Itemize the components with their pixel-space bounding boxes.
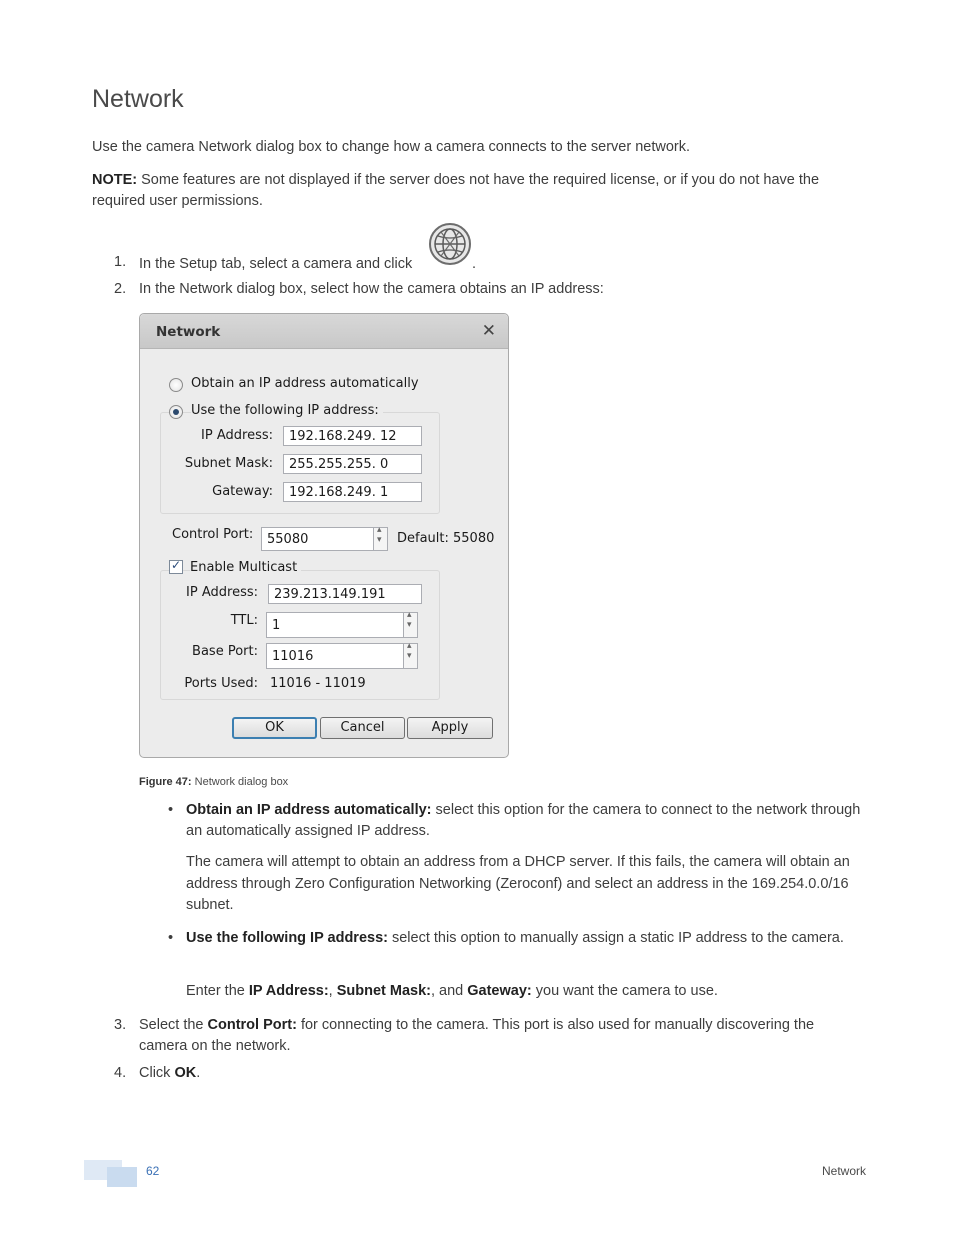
step-text <box>139 254 859 275</box>
step-1 <box>114 252 854 274</box>
control-port-spinner[interactable] <box>373 527 388 551</box>
step-1-text: In the Setup tab, select a camera and click <box>139 256 413 272</box>
step-text: In the Network dialog box, select how the camera obtains an IP address: <box>139 281 604 297</box>
step-number: 1. <box>114 254 127 270</box>
detail-sep: , <box>328 983 337 999</box>
control-port-field[interactable]: 55080 <box>261 527 374 551</box>
base-port-spinner[interactable] <box>403 643 418 669</box>
bullet-2-detail <box>186 981 866 1003</box>
figure-caption <box>139 776 288 788</box>
bullet-text <box>186 800 866 842</box>
bullet-text <box>186 928 866 949</box>
page-number: 62 <box>146 1164 160 1178</box>
ip-address-label: IP Address: <box>201 428 273 443</box>
ttl-spinner[interactable] <box>403 612 418 638</box>
dialog-title: Network <box>156 324 221 340</box>
step-number: 4. <box>114 1065 127 1081</box>
radio-auto-label[interactable]: Obtain an IP address automatically <box>191 376 419 391</box>
dialog-titlebar <box>140 314 508 349</box>
note-paragraph <box>92 170 862 212</box>
subnet-mask-label: Subnet Mask: <box>184 456 273 471</box>
multicast-ip-label: IP Address: <box>186 585 258 600</box>
network-dialog <box>139 313 509 758</box>
cancel-button[interactable]: Cancel <box>320 717 405 739</box>
footer-decoration <box>107 1167 137 1187</box>
caption-label: Figure 47: <box>139 776 192 788</box>
close-icon[interactable]: ✕ <box>481 321 496 341</box>
step-4-pre: Click <box>139 1065 175 1081</box>
detail-sep: , and <box>430 983 468 999</box>
bullet-1-bold: Obtain an IP address automatically: <box>186 802 432 818</box>
intro-paragraph: Use the camera Network dialog box to change how a camera connects to the server network. <box>92 139 691 155</box>
ok-button[interactable]: OK <box>232 717 317 739</box>
note-text: Some features are not displayed if the server does not have the required license, or if you do not have the required user permissions. <box>92 172 820 209</box>
detail-pre: Enter the <box>186 983 249 999</box>
ttl-label: TTL: <box>230 613 258 628</box>
enable-multicast-checkbox[interactable] <box>169 560 183 574</box>
step-3 <box>114 1015 854 1059</box>
enable-multicast-label[interactable]: Enable Multicast <box>190 560 301 575</box>
multicast-ip-field[interactable]: 239.213.149.191 <box>268 584 422 604</box>
ip-address-field[interactable]: 192.168.249. 12 <box>283 426 422 446</box>
gateway-label: Gateway: <box>212 484 273 499</box>
page-title: Network <box>92 85 184 113</box>
step-text <box>139 1063 859 1084</box>
note-label: NOTE: <box>92 172 138 188</box>
detail-ip-address: IP Address: <box>248 983 329 999</box>
bullet-1-text: select this option for the camera to connect to the network through an automatically assigned IP address. <box>186 802 861 839</box>
network-globe-icon <box>428 222 472 266</box>
radio-use-following[interactable] <box>169 405 183 419</box>
control-port-default: Default: 55080 <box>397 531 495 546</box>
step-4-post: . <box>196 1065 201 1081</box>
step-1-suffix: . <box>472 256 477 272</box>
base-port-label: Base Port: <box>192 644 258 659</box>
step-number: 2. <box>114 281 127 297</box>
radio-obtain-automatically[interactable] <box>169 378 183 392</box>
bullet-2-text: select this option to manually assign a static IP address to the camera. <box>387 930 844 946</box>
step-4 <box>114 1063 854 1085</box>
ttl-field[interactable]: 1 <box>266 612 404 638</box>
bullet-dot: • <box>168 802 174 818</box>
apply-button[interactable]: Apply <box>407 717 493 739</box>
radio-static-label[interactable]: Use the following IP address: <box>191 403 383 418</box>
bullet-2-bold: Use the following IP address: <box>186 930 388 946</box>
step-3-bold: Control Port: <box>207 1017 297 1033</box>
subnet-mask-field[interactable]: 255.255.255. 0 <box>283 454 422 474</box>
step-3-post: for connecting to the camera. This port is also used for manually discovering the camera on the network. <box>139 1017 815 1054</box>
step-4-bold: OK <box>174 1065 197 1081</box>
base-port-field[interactable]: 11016 <box>266 643 404 669</box>
bullet-1-detail: The camera will attempt to obtain an address from a DHCP server. If this fails, the camera will obtain an address through Zero Configuration Networking (Zeroconf) and select an address in the 169.254.0.0/16 subnet. <box>186 854 850 913</box>
ports-used-value: 11016 - 11019 <box>270 676 366 691</box>
detail-gateway: Gateway: <box>467 983 532 999</box>
control-port-label: Control Port: <box>172 527 254 542</box>
step-text <box>139 1015 859 1057</box>
step-3-pre: Select the <box>139 1017 208 1033</box>
step-2 <box>114 279 854 301</box>
detail-subnet-mask: Subnet Mask: <box>336 983 431 999</box>
step-number: 3. <box>114 1017 127 1033</box>
bullet-dot: • <box>168 930 174 946</box>
ports-used-label: Ports Used: <box>184 676 258 691</box>
bullet-obtain-automatically <box>168 800 861 842</box>
caption-text: Network dialog box <box>191 776 289 788</box>
footer-section: Network <box>821 1164 866 1178</box>
detail-post: you want the camera to use. <box>531 983 718 999</box>
bullet-use-following <box>168 928 858 970</box>
gateway-field[interactable]: 192.168.249. 1 <box>283 482 422 502</box>
